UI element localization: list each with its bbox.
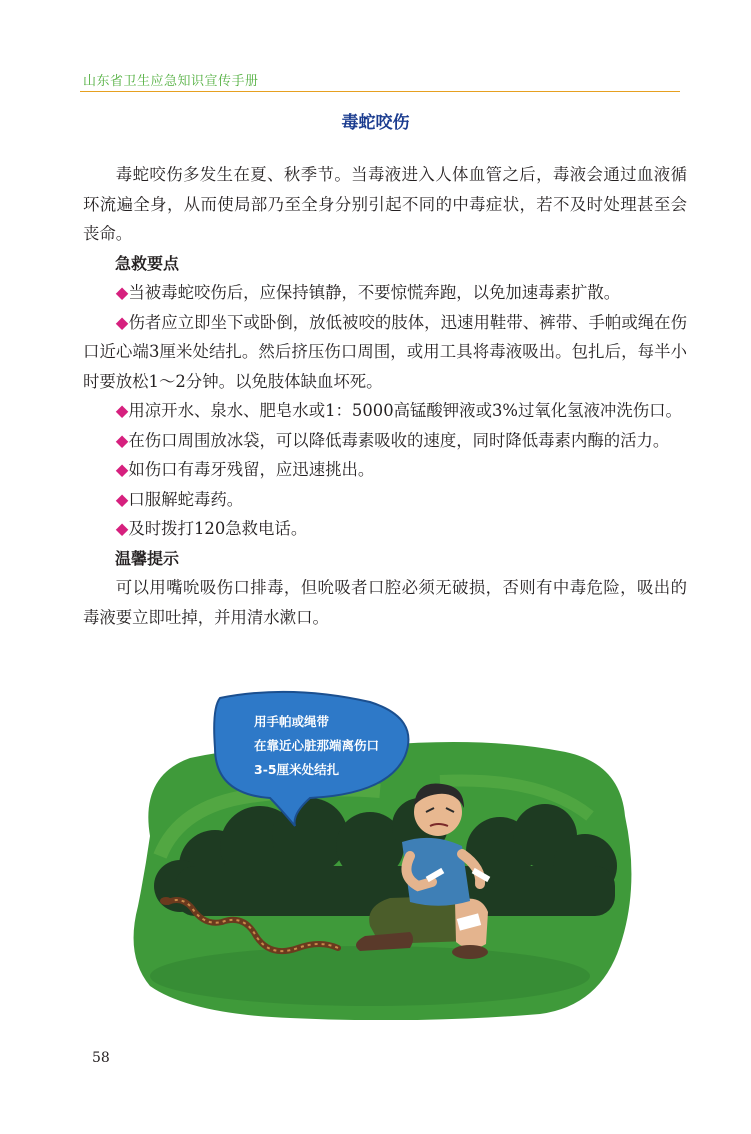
bullet-item — [83, 455, 687, 485]
bullet-item — [83, 485, 687, 515]
snakebite-illustration — [120, 686, 648, 1020]
bullet-text: 口服解蛇毒药。 — [128, 489, 244, 509]
bullet-text: 用凉开水、泉水、肥皂水或1：5000高锰酸钾液或3%过氧化氢液冲洗伤口。 — [128, 401, 682, 420]
bubble-line: 用手帕或绳带 — [254, 714, 330, 729]
page-number: 58 — [92, 1050, 110, 1066]
bullet-text: 如伤口有毒牙残留，应迅速挑出。 — [128, 460, 375, 479]
article-body — [83, 160, 687, 632]
first-aid-heading: 急救要点 — [115, 253, 180, 273]
bullet-item — [83, 426, 687, 456]
bullet-text: 当被毒蛇咬伤后，应保持镇静，不要惊慌奔跑，以免加速毒素扩散。 — [128, 283, 621, 302]
header-rule — [80, 91, 680, 92]
bullet-text: 及时拨打120急救电话。 — [128, 519, 308, 538]
bullet-item — [83, 308, 687, 397]
diamond-bullet-icon: ◆ — [115, 430, 129, 450]
page-title: 毒蛇咬伤 — [341, 113, 410, 133]
diamond-bullet-icon: ◆ — [115, 283, 129, 302]
diamond-bullet-icon: ◆ — [115, 460, 129, 479]
tips-heading: 温馨提示 — [115, 548, 180, 568]
bubble-line: 在靠近心脏那端离伤口 — [254, 738, 380, 753]
bullet-item — [83, 278, 687, 308]
diamond-bullet-icon: ◆ — [115, 489, 129, 509]
bullet-item — [83, 396, 687, 426]
bullet-item — [83, 514, 687, 544]
diamond-bullet-icon: ◆ — [115, 401, 129, 420]
running-header: 山东省卫生应急知识宣传手册 — [83, 74, 259, 89]
intro-paragraph: 毒蛇咬伤多发生在夏、秋季节。当毒液进入人体血管之后，毒液会通过血液循环流遍全身，从而使局部乃至全身分别引起不同的中毒症状，若不及时处理甚至会丧命。 — [83, 165, 687, 243]
diamond-bullet-icon: ◆ — [115, 519, 129, 538]
bubble-line: 3-5厘米处结扎 — [254, 762, 340, 777]
bullet-text: 伤者应立即坐下或卧倒，放低被咬的肢体，迅速用鞋带、裤带、手帕或绳在伤口近心端3厘米处结扎。然后挤压伤口周围，或用工具将毒液吸出。包扎后，每半小时要放松1～2分钟。以免肢体缺血坏死。 — [83, 312, 688, 391]
bullet-text: 在伤口周围放冰袋，可以降低毒素吸收的速度，同时降低毒素内酶的活力。 — [128, 430, 670, 450]
diamond-bullet-icon: ◆ — [115, 312, 129, 332]
tips-paragraph: 可以用嘴吮吸伤口排毒，但吮吸者口腔必须无破损，否则有中毒危险，吸出的毒液要立即吐掉，并用清水漱口。 — [83, 578, 687, 627]
